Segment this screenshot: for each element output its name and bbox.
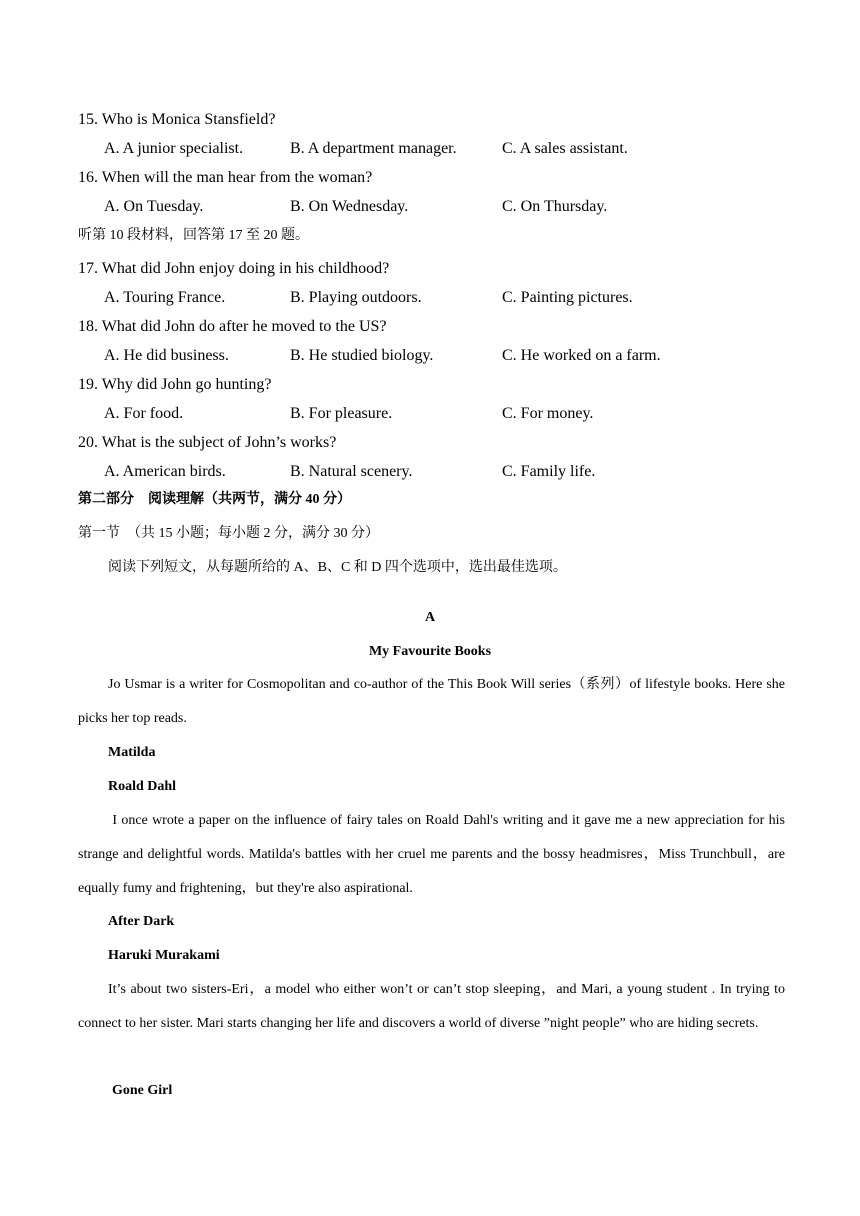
passage-intro [78,668,785,736]
q15-option-a: A. A junior specialist. [104,140,244,157]
book-1-review [78,804,785,906]
question-20: 20. What is the subject of John’s works? [78,434,337,451]
q18-option-b: B. He studied biology. [290,347,434,364]
question-15: 15. Who is Monica Stansfield? [78,111,276,128]
q20-option-c: C. Family life. [502,463,596,480]
q19-option-c: C. For money. [502,405,594,422]
question-17: 17. What did John enjoy doing in his childhood? [78,260,390,277]
q17-option-a: A. Touring France. [104,289,226,306]
q17-option-b: B. Playing outdoors. [290,289,422,306]
q19-option-a: A. For food. [104,405,184,422]
book-2-author: Haruki Murakami [108,948,220,963]
passage-title: My Favourite Books [368,644,492,659]
book-1-review-text: I once wrote a paper on the influence of fairy tales on Roald Dahl's writing and it gave me a new appreciation for his strange and delightful words. Matilda's battles with her cruel me parents and the bossy headmisres，Miss Trunchbull，are equally fumy and frightening，but they're also aspirational. [78,813,785,896]
book-1-author: Roald Dahl [108,779,177,794]
question-19: 19. Why did John go hunting? [78,376,272,393]
passage-intro-text: Jo Usmar is a writer for Cosmopolitan and co-author of the This Book Will series（系列）of lifestyle books. Here she picks her top reads. [78,677,785,726]
question-16: 16. When will the man hear from the woman? [78,169,373,186]
book-1-title: Matilda [108,745,156,760]
q15-option-c: C. A sales assistant. [502,140,628,157]
book-2-review-text: It’s about two sisters-Eri，a model who either won’t or can’t stop sleeping，and Mari, a young student . In trying to connect to her sister. Mari starts changing her life and discovers a world of diverse ”night people” who are hiding secrets. [78,982,785,1031]
reading-instruction: 阅读下列短文，从每题所给的 A、B、C 和 D 四个选项中，选出最佳选项。 [108,560,567,575]
q15-option-b: B. A department manager. [290,140,457,157]
q20-option-b: B. Natural scenery. [290,463,413,480]
q20-option-a: A. American birds. [104,463,226,480]
q17-option-c: C. Painting pictures. [502,289,633,306]
q16-option-a: A. On Tuesday. [104,198,204,215]
book-2-title: After Dark [108,914,175,929]
book-3-title: Gone Girl [112,1083,173,1098]
question-18: 18. What did John do after he moved to the US? [78,318,387,335]
q16-option-b: B. On Wednesday. [290,198,409,215]
passage-letter: A [424,610,436,625]
section-10-instruction: 听第 10 段材料，回答第 17 至 20 题。 [78,228,309,243]
q18-option-c: C. He worked on a farm. [502,347,661,364]
section-1-title: 第一节 （共 15 小题；每小题 2 分，满分 30 分） [78,526,379,541]
q19-option-b: B. For pleasure. [290,405,393,422]
book-2-review [78,973,785,1041]
part-2-title: 第二部分 阅读理解（共两节，满分 40 分） [78,492,351,507]
q16-option-c: C. On Thursday. [502,198,608,215]
q18-option-a: A. He did business. [104,347,229,364]
